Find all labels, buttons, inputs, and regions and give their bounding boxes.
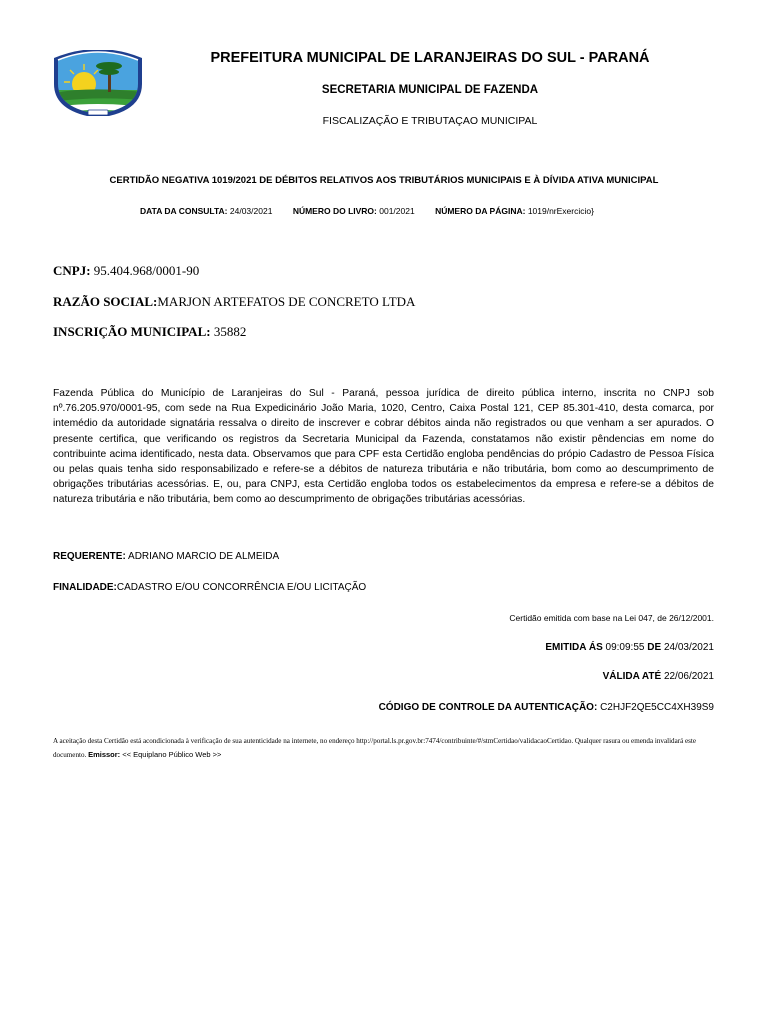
certidao-body-text: Fazenda Pública do Município de Laranjeiras do Sul - Paraná, pessoa jurídica de direito pública interno, inscrita no CNPJ sob nº.76.205.970/0001-95, com sede na Rua Expedicinário João Maria, 1020, Centro, Caixa Postal 121, CEP 85.301-410, desta comarca, por intemédio da autoridade signatária ressalva o direito de inscrever e cobrar débitos ainda não registrados ou que venham a ser apurados. O presente certifica, que verificando os registros da Secretaria Municipal da Fazenda, constatamos não existir pêndencias em nome do contribuinte acima identificado, nesta data. Observamos que para CPF esta Certidão engloba pendências do própio Cadastro de Pessoa Física ou pelas quais tenha sido responsabilizado e refere-se a débitos de natureza tributária e não tributária, bom como ao descumprimento de obrigações tributárias acessórias. E, ou, para CNPJ, esta Certidão engloba todos os estabelecimentos da empresa e refere-se a débitos de natureza tributária e não tributária, bem como ao descumprimento de obrigações tributárias acessórias. (53, 388, 714, 506)
cnpj-field (53, 263, 199, 279)
requerente-label: REQUERENTE: (53, 551, 126, 562)
razao-value: MARJON ARTEFATOS DE CONCRETO LTDA (157, 294, 416, 309)
emitida-hora: 09:09:55 (605, 642, 645, 653)
codigo-value: C2HJF2QE5CC4XH39S9 (600, 702, 714, 713)
emissor (88, 750, 221, 759)
valida-label: VÁLIDA ATÉ (602, 671, 662, 682)
codigo-controle-line (379, 702, 714, 713)
valida-value: 22/06/2021 (663, 671, 714, 682)
consulta-meta (140, 206, 612, 216)
inscricao-value: 35882 (213, 324, 247, 339)
razao-social-field (53, 294, 415, 310)
consulta-label: DATA DA CONSULTA: (140, 206, 228, 216)
livro-number (293, 206, 415, 216)
pagina-label: NÚMERO DA PÁGINA: (435, 206, 526, 216)
requerente-field (53, 551, 279, 562)
emitida-data: 24/03/2021 (663, 642, 714, 653)
pagina-value: 1019/nrExercicio} (527, 206, 594, 216)
finalidade-field (53, 582, 366, 593)
inscricao-label: INSCRIÇÃO MUNICIPAL: (53, 324, 211, 339)
emitida-line (545, 642, 714, 653)
livro-value: 001/2021 (379, 206, 415, 216)
emissor-value: << Equiplano Público Web >> (122, 750, 222, 759)
footer-notice (53, 734, 715, 762)
footer-notice-text: A aceitação desta Certidão está acondicionada à verificação de sua autenticidade na internete, no endereço http://portal.ls.pr.gov.br:7474/contribuinte/#/stmCertidao/validacaoCertidao. Qualquer rasura ou emenda invalidará este documento. (53, 737, 697, 759)
departamento-heading: FISCALIZAÇÃO E TRIBUTAÇAO MUNICIPAL (322, 115, 538, 127)
inscricao-field (53, 324, 246, 340)
requerente-value: ADRIANO MARCIO DE ALMEIDA (128, 551, 280, 562)
finalidade-value: CADASTRO E/OU CONCORRÊNCIA E/OU LICITAÇÃO (116, 582, 367, 593)
certidao-title: CERTIDÃO NEGATIVA 1019/2021 DE DÉBITOS RELATIVOS AOS TRIBUTÁRIOS MUNICIPAIS E À DÍVIDA ATIVA MUNICIPAL (109, 175, 659, 186)
municipal-coat-of-arms-icon (52, 50, 144, 116)
cnpj-label: CNPJ: (53, 263, 91, 278)
livro-label: NÚMERO DO LIVRO: (292, 206, 377, 216)
valida-line (603, 671, 714, 682)
codigo-label: CÓDIGO DE CONTROLE DA AUTENTICAÇÃO: (378, 702, 598, 713)
consulta-date (140, 206, 272, 216)
emitida-label: EMITIDA ÁS (545, 642, 603, 653)
emissor-label: Emissor: (88, 750, 121, 759)
base-legal: Certidão emitida com base na Lei 047, de 26/12/2001. (509, 613, 714, 623)
page-title: PREFEITURA MUNICIPAL DE LARANJEIRAS DO SUL - PARANÁ (210, 50, 650, 66)
cnpj-value: 95.404.968/0001-90 (93, 263, 200, 278)
pagina-number (435, 206, 594, 216)
finalidade-label: FINALIDADE: (53, 582, 117, 593)
consulta-value: 24/03/2021 (229, 206, 273, 216)
razao-label: RAZÃO SOCIAL: (53, 294, 158, 309)
emitida-de-label: DE (647, 642, 662, 653)
secretaria-heading: SECRETARIA MUNICIPAL DE FAZENDA (321, 84, 539, 96)
